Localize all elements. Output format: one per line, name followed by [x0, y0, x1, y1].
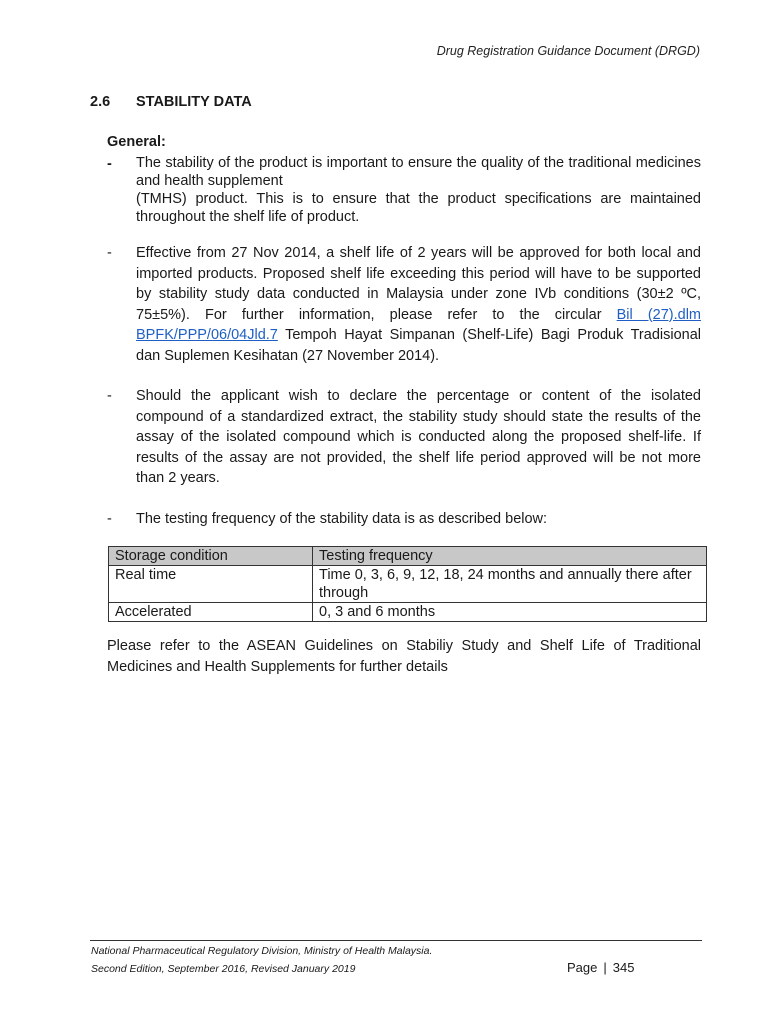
footer-divider	[90, 940, 702, 941]
table-header-cell: Storage condition	[109, 547, 313, 566]
section-title: STABILITY DATA	[136, 94, 252, 110]
general-heading: General:	[107, 134, 166, 150]
table-cell: Real time	[109, 566, 313, 603]
refer-paragraph: Please refer to the ASEAN Guidelines on Stabiliy Study and Shelf Life of Traditional Medicines and Health Supplements for further details	[107, 638, 701, 675]
bullet-text-line2: (TMHS) product. This is to ensure that the product specifications are maintained throughout the shelf life of product.	[136, 191, 701, 225]
testing-frequency-table	[108, 546, 707, 622]
page-number-value: 345	[612, 960, 635, 975]
table-row	[109, 603, 707, 622]
bullet-text	[136, 243, 701, 366]
bullet-item-shelf-life	[107, 243, 701, 366]
footer-organization: National Pharmaceutical Regulatory Division, Ministry of Health Malaysia.	[91, 945, 433, 957]
page-number	[567, 960, 634, 975]
bullet-dash: -	[107, 511, 112, 527]
bullet-text-before-link: Effective from 27 Nov 2014, a shelf life of 2 years will be approved for both local and imported products. Proposed shelf life exceeding this period will have to be supported by stability study data conducted in Malaysia under zone IVb conditions (30±2 ºC, 75±5%). For further information, please refer to the circular	[136, 245, 701, 323]
bullet-dash: -	[107, 388, 112, 404]
page-separator: |	[603, 960, 607, 975]
bullet-item-isolated-compound	[107, 386, 701, 489]
table-cell: Time 0, 3, 6, 9, 12, 18, 24 months and annually there after through	[313, 566, 707, 603]
section-number: 2.6	[90, 94, 111, 110]
bullet-text: Should the applicant wish to declare the percentage or content of the isolated compound of a standardized extract, the stability study should state the results of the assay of the isolated compound which is conducted along the proposed shelf-life. If results of the assay are not provided, the shelf life period approved will be not more than 2 years.	[136, 388, 701, 486]
bullet-text-line1: The stability of the product is important to ensure the quality of the traditional medicines and health supplement	[136, 155, 701, 189]
footer-edition: Second Edition, September 2016, Revised January 2019	[91, 963, 356, 975]
circular-link[interactable]: Bil (27).dlm BPFK/PPP/06/04Jld.7	[136, 306, 702, 343]
table-header-cell: Testing frequency	[313, 547, 707, 566]
table-header-row	[109, 547, 707, 566]
bullet-item-stability-importance	[107, 154, 701, 226]
bullet-text	[136, 154, 701, 226]
document-header-title: Drug Registration Guidance Document (DRGD)	[436, 44, 700, 58]
table-cell: Accelerated	[109, 603, 313, 622]
bullet-dash: -	[107, 245, 112, 261]
bullet-dash: -	[107, 156, 112, 172]
page-label: Page	[567, 960, 598, 975]
bullet-item-testing-frequency	[107, 509, 701, 530]
table-cell: 0, 3 and 6 months	[313, 603, 707, 622]
table-row	[109, 566, 707, 603]
bullet-text: The testing frequency of the stability data is as described below:	[136, 511, 548, 527]
bullet-text-after-link: Tempoh Hayat Simpanan (Shelf-Life) Bagi Produk Tradisional dan Suplemen Kesihatan (27 November 2014).	[136, 327, 701, 364]
